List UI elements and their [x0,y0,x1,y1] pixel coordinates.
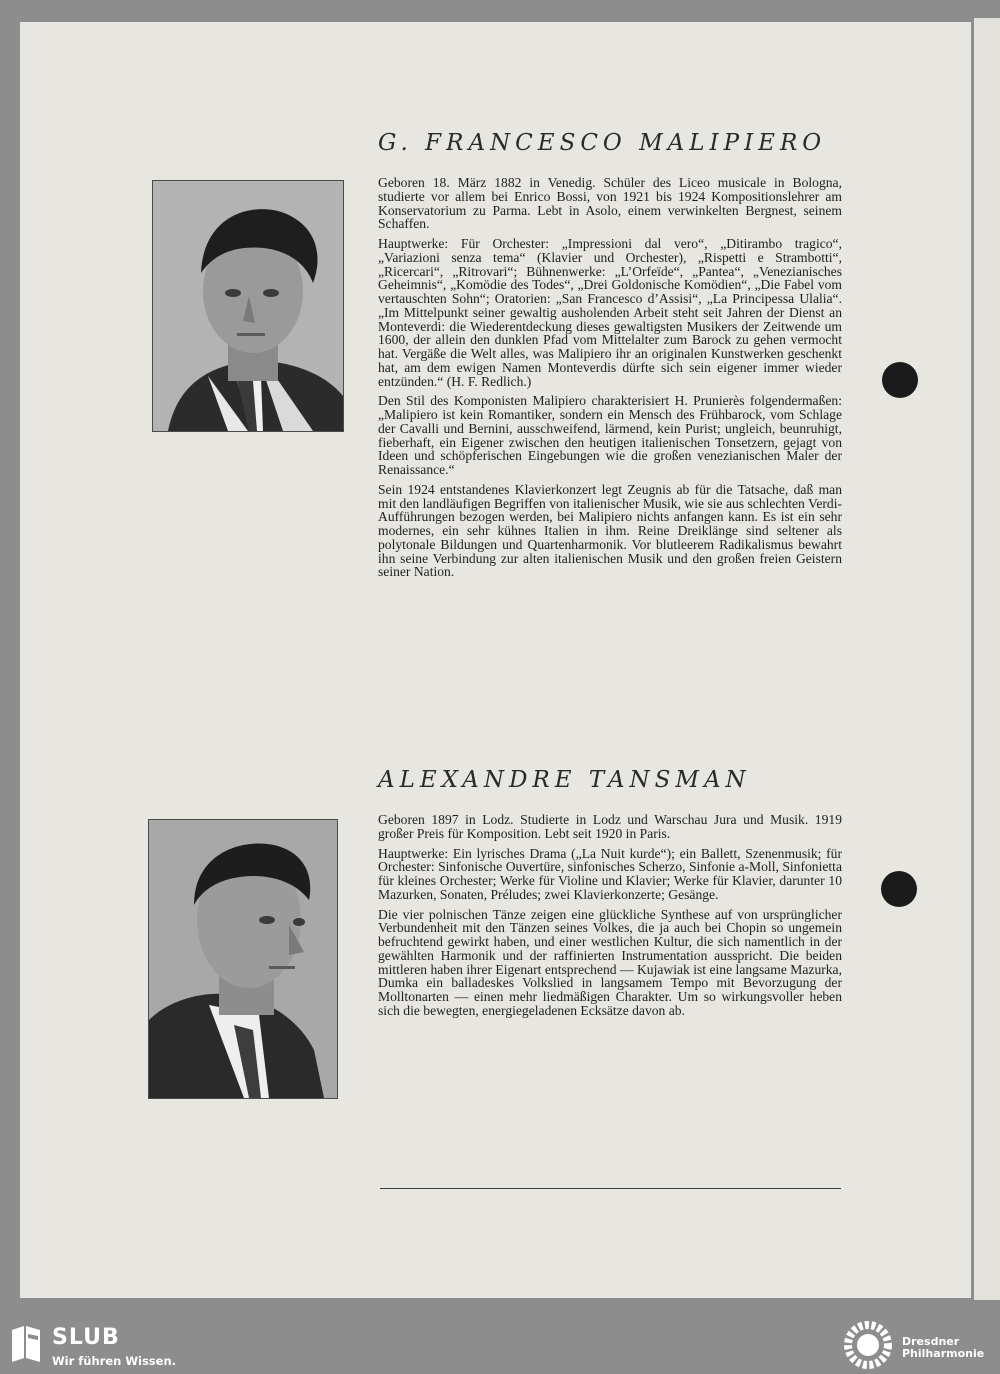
tansman-text [378,813,842,1024]
malipiero-concerto: Sein 1924 entstandenes Klavierkonzert legt Zeugnis ab für die Tatsache, daß man mit den landläufigen Begriffen von italienischer Musik, wie sie aus schlechten Verdi-Aufführungen bezogen werden, bei Malipiero nichts anfangen kann. Es ist ein sehr modernes, ein sehr kühnes Italien in ihm. Reine Dreiklänge sind seltener als polytonale Bildungen und Quartenharmonik. Vor blutleerem Radikalismus bewahrt ihn seine Verbindung zur alten italienischen Musik und den großen freien Geistern seiner Nation. [378,481,842,580]
tansman-portrait [148,819,338,1099]
malipiero-bio: Geboren 18. März 1882 in Venedig. Schüler des Liceo musicale in Bologna, studierte vor allem bei Enrico Bossi, von 1921 bis 1924 Kompositionslehrer am Konservatorium zu Parma. Lebt in Asolo, einem verwinkelten Bergnest, seinem Schaffen. [378,175,842,232]
slub-logo-icon [8,1324,44,1368]
slub-brand: SLUB [52,1325,120,1350]
punch-hole-upper [882,362,918,398]
tansman-works: Hauptwerke: Ein lyrisches Drama („La Nuit kurde“); ein Ballett, Szenenmusik; für Orchester: Sinfonische Ouvertüre, sinfonisches Scherzo, Sinfonie a-Moll, Sinfonietta für kleines Orchester; Werke für Violine und Klavier; Werke für Klavier, darunter 10 Mazurken, Sonaten, Préludes; zwei Klavierkonzerte; Gesänge. [378,845,842,902]
philharmonie-line1: Dresdner [902,1335,960,1348]
philharmonie-brand [902,1336,997,1360]
malipiero-works: Hauptwerke: Für Orchester: „Impressioni dal vero“, „Ditirambo tragico“, „Variazioni senza tema“ (Klavier und Orchester), „Rispetti e Strambotti“, „Ricercari“, „Ritrovari“; Bühnenwerke: „L’Orfeïde“, „Pantea“, „Venezianisches Geheimnis“, „Komödie des Todes“, „Drei Goldonische Komödien“, „Die Fabel vom vertauschten Sohn“; Oratorien: „San Francesco d’Assisi“, „La Principessa Ulalia“. „Im Mittelpunkt seiner gewaltig ausholenden Arbeit steht seit Jahren der Dienst an Monteverdi: die Wiederentdeckung dieses gewaltigsten Musikers der Zeitwende um 1600, der allein den dunklen Pfad vom Mittelalter zum Barock zu gehen vermocht hat. Vergäße die Welt alles, was Malipiero ihr an originalen Kunstwerken geschenkt hat, am dem ewigen Namen Monteverdis dürfte sich sein eigener immer wieder entzünden.“ (H. F. Redlich.) [378,236,842,389]
malipiero-portrait [152,180,344,432]
tansman-bio: Geboren 1897 in Lodz. Studierte in Lodz und Warschau Jura und Musik. 1919 großer Preis für Komposition. Lebt seit 1920 in Paris. [378,812,842,841]
next-page-edge [974,18,1000,1300]
footer-bar [0,1320,1000,1370]
philharmonie-logo-icon [842,1320,894,1374]
tansman-heading: ALEXANDRE TANSMAN [378,767,751,793]
bottom-divider [380,1188,841,1189]
malipiero-style: Den Stil des Komponisten Malipiero charakterisiert H. Prunierès folgendermaßen: „Malipiero ist kein Romantiker, sondern ein Mensch des Frühbarock, vom Schlage der Cavalli und Bernini, ausschweifend, lärmend, kein Purist; ungleich, beunruhigt, fieberhaft, ein Eigener zwischen den heutigen italienischen Tonsetzern, gejagt von Ideen und schöpferischen Eingebungen wie die großen venezianischen Maler der Renaissance.“ [378,393,842,477]
malipiero-heading: G. FRANCESCO MALIPIERO [378,130,827,156]
punch-hole-lower [881,871,917,907]
tansman-dances: Die vier polnischen Tänze zeigen eine glückliche Synthese auf von ursprünglicher Verbundenheit mit den Tänzen seines Volkes, die ja auch bei Chopin so ungemein befruchtend gewirkt haben, und einer westlichen Kultur, die sich namentlich in der gewählten Harmonik und der raffinierten Instrumentation ausspricht. Die beiden mittleren haben ihrer Eigenart entsprechend — Kujawiak ist eine langsame Mazurka, Dumka ein balladeskes Volkslied in langsamem Tempo mit Bevorzugung der Molltonarten — einen mehr liedmäßigen Charakter. Um so wirkungsvoller heben sich die bewegten, energiegeladenen Ecksätze davon ab. [378,906,842,1018]
philharmonie-line2: Philharmonie [902,1347,985,1360]
malipiero-text [378,176,842,585]
slub-tagline: Wir führen Wissen. [52,1354,177,1368]
